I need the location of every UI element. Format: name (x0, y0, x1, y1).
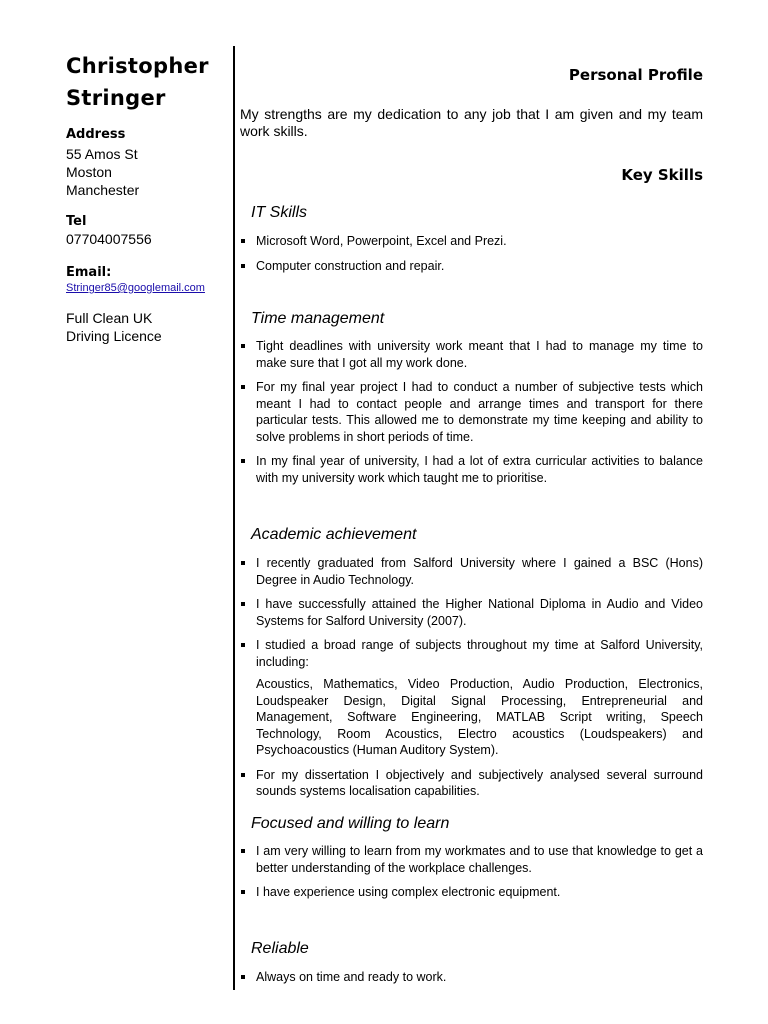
licence-block (66, 309, 226, 345)
licence-line: Driving Licence (66, 328, 162, 344)
address-line: Moston (66, 164, 112, 180)
list-item: I have experience using complex electronic equipment. (240, 884, 703, 901)
personal-profile-text: My strengths are my dedication to any job that I am given and my team work skills. (240, 106, 703, 139)
list-item: I have successfully attained the Higher National Diploma in Audio and Video Systems for Salford University (2007). (240, 596, 703, 629)
address-label: Address (66, 127, 126, 142)
name-last: Stringer (66, 86, 166, 110)
tel-label: Tel (66, 214, 87, 229)
email-link[interactable]: Stringer85@googlemail.com (66, 282, 205, 294)
contact-sidebar (66, 50, 226, 345)
name-first: Christopher (66, 54, 209, 78)
bullet-icon (241, 344, 245, 348)
section-title-reliable: Reliable (251, 940, 309, 957)
licence-line: Full Clean UK (66, 310, 153, 326)
list-item: In my final year of university, I had a lot of extra curricular activities to balance with my university work which taught me to prioritise. (240, 453, 703, 486)
section-title-focused: Focused and willing to learn (251, 815, 450, 832)
list-item: Tight deadlines with university work meant that I had to manage my time to make sure that I got all my work done. (240, 338, 703, 371)
section-title-time-management: Time management (251, 310, 385, 327)
bullet-icon (241, 561, 245, 565)
list-item: Computer construction and repair. (240, 258, 703, 275)
address-line: 55 Amos St (66, 146, 138, 162)
it-skills-list (240, 233, 703, 282)
subjects-paragraph: Acoustics, Mathematics, Video Production, Audio Production, Electronics, Loudspeaker Design, Digital Signal Processing, Entrepreneurial and Management, Software Engineering, MATLAB Script writing, Speech Technology, Room Acoustics, Electro acoustics (Loudspeakers) and Psychoacoustics (Human Auditory System). (256, 677, 703, 757)
list-item: For my dissertation I objectively and subjectively analysed several surround sounds systems localisation capabilities. (240, 767, 703, 800)
column-divider (233, 46, 235, 990)
bullet-icon (241, 385, 245, 389)
bullet-icon (241, 239, 245, 243)
key-skills-heading: Key Skills (621, 166, 703, 184)
personal-profile-heading: Personal Profile (568, 66, 703, 84)
bullet-icon (241, 849, 245, 853)
bullet-icon (241, 890, 245, 894)
reliable-list (240, 969, 703, 994)
section-title-it-skills: IT Skills (251, 204, 307, 221)
bullet-icon (241, 773, 245, 777)
academic-achievement-list (240, 555, 703, 808)
tel-value: 07704007556 (66, 231, 152, 247)
list-item: I studied a broad range of subjects throughout my time at Salford University, including: (240, 637, 703, 670)
bullet-icon (241, 643, 245, 647)
email-label: Email: (66, 265, 112, 280)
address-block (66, 145, 226, 199)
bullet-icon (241, 975, 245, 979)
bullet-icon (241, 264, 245, 268)
list-item: Microsoft Word, Powerpoint, Excel and Prezi. (240, 233, 703, 250)
list-item: Always on time and ready to work. (240, 969, 703, 986)
address-line: Manchester (66, 182, 140, 198)
focused-list (240, 843, 703, 909)
list-item: For my final year project I had to conduct a number of subjective tests which meant I had to contact people and arrange times and transport for there particular tests. This allowed me to demonstrate my time keeping and ability to solve problems in short periods of time. (240, 379, 703, 445)
section-title-academic-achievement: Academic achievement (251, 526, 417, 543)
bullet-icon (241, 602, 245, 606)
list-item: I recently graduated from Salford University where I gained a BSC (Hons) Degree in Audio Technology. (240, 555, 703, 588)
list-item: I am very willing to learn from my workmates and to use that knowledge to get a better understanding of the workplace challenges. (240, 843, 703, 876)
bullet-icon (241, 459, 245, 463)
time-management-list (240, 338, 703, 494)
